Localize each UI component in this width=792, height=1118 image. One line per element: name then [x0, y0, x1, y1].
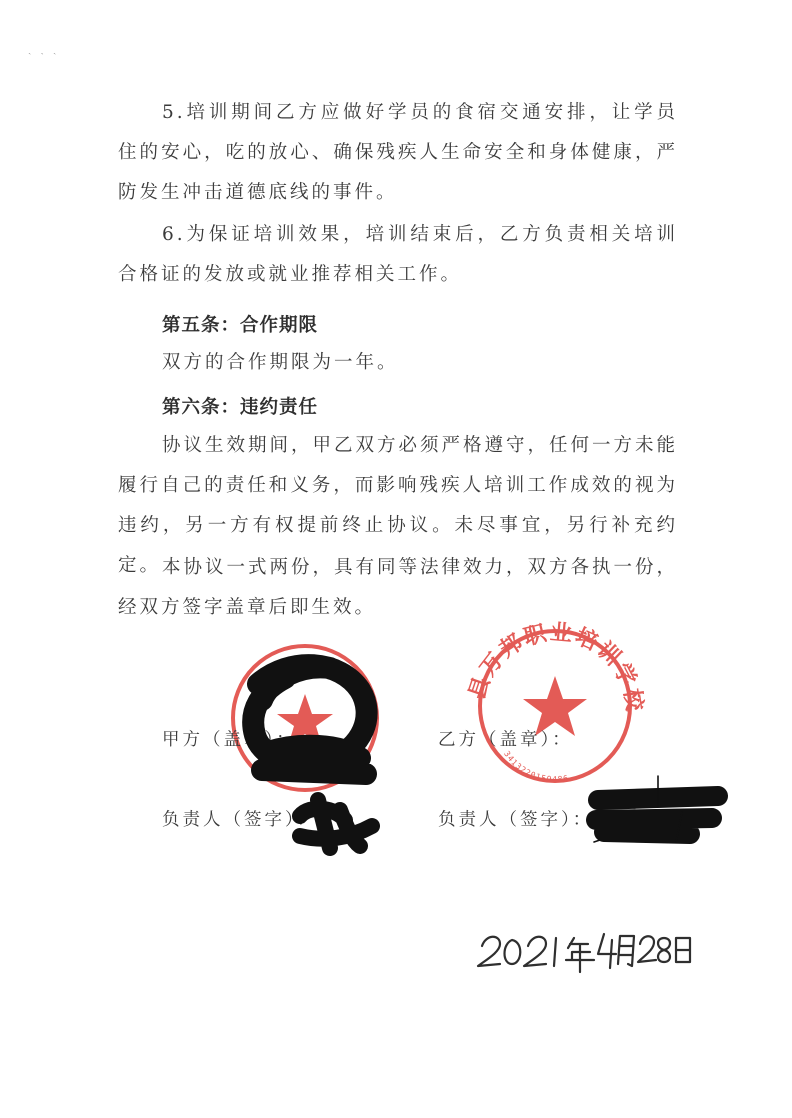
rep-a-label: 负责人（签字）：	[162, 810, 318, 830]
rep-b-label: 负责人（签字）：	[438, 810, 594, 830]
scan-specks: ˎ ˏ ˎ	[28, 44, 60, 55]
clause-5-paragraph: 5.培训期间乙方应做好学员的食宿交通安排，让学员住的安心，吃的放心、确保残疾人生命安全和身体健康，严防发生冲击道德底线的事件。	[118, 102, 678, 203]
party-b-label: 乙方（盖章）：	[438, 730, 573, 750]
article-5-heading: 第五条：合作期限	[162, 315, 319, 336]
term-paragraph: 双方的合作期限为一年。	[162, 352, 399, 373]
article-6-heading: 第六条：违约责任	[162, 397, 319, 418]
clause-6-paragraph: 6.为保证培训效果，培训结束后，乙方负责相关培训合格证的发放或就业推荐相关工作。	[118, 224, 678, 285]
seal-name-text: 县万邦职业培训学校	[464, 620, 647, 715]
copies-paragraph: 本协议一式两份，具有同等法律效力，双方各执一份，经双方签字盖章后即生效。	[118, 557, 679, 618]
breach-paragraph: 协议生效期间，甲乙双方必须严格遵守，任何一方未能履行自己的责任和义务，而影响残疾人培训工作成效的视为违约，另一方有权提前终止协议。未尽事宜，另行补充约定。	[118, 435, 679, 576]
seal-number-text: 3413220159486	[502, 749, 570, 785]
party-a-label: 甲方（盖章）：	[162, 730, 297, 750]
